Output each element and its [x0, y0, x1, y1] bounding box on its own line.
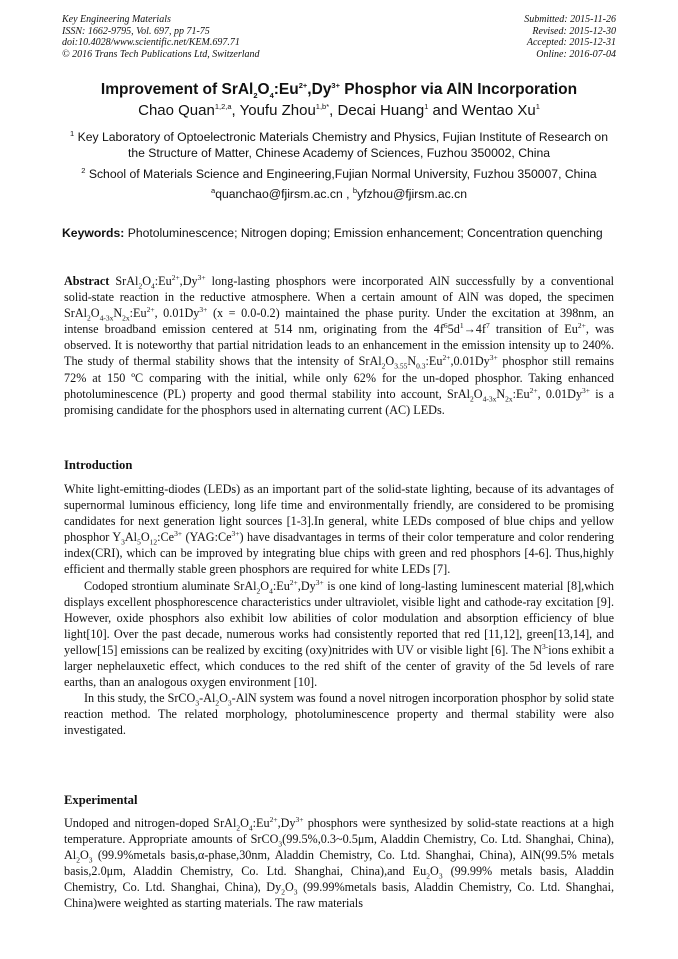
- author-name: Chao Quan: [138, 102, 215, 119]
- paper-title: Improvement of $SrAl_2O_4:Eu^{2+},Dy^{3+}$ Phosphor via AlN Incorporation: [100, 80, 578, 101]
- accepted-date: Accepted: 2015-12-31: [526, 37, 616, 48]
- affiliation-2: $^2$ School of Materials Science and Engineering,Fujian Normal University, Fuzhou 350007, China: [81, 165, 597, 181]
- author-list: Chao Quan$^{1,2,a}$, Youfu Zhou$^{1,b*}$, Decai Huang$^1$ and Wentao Xu$^1$: [138, 102, 540, 119]
- author-name: Youfu Zhou: [239, 102, 316, 119]
- experimental-body: Undoped and nitrogen-doped $SrAl_2O_4:Eu^{2+},Dy^{3+}$ phosphors were synthesized by solid-state reactions at a high temperature. Appropriate amounts of SrCO$_3$(99.5%,0.3~0.5μm, Aladdin Chemistry, Co. Ltd. Shanghai, China), $Al_2O_3$ (99.9%metals basis,α-phase,30nm, Aladdin Chemistry, Co. Ltd. Shanghai, China), AlN(99.5% metals basis,2.0μm, Aladdin Chemistry, Co. Ltd. Shanghai, China),and $Eu_2O_3$ (99.99% metals basis, Aladdin Chemistry, Co. Ltd. Shanghai, China), $Dy_2O_3$ (99.99%metals basis, Aladdin Chemistry, Co. Ltd. Shanghai, China)were weighted as starting materials. The raw materials: [64, 814, 615, 911]
- experimental-heading: Experimental: [64, 793, 138, 807]
- author-emails: $^a$quanchao@fjirsm.ac.cn , $^b$yfzhou@fjirsm.ac.cn: [211, 185, 467, 201]
- author-name: Decai Huang: [337, 102, 425, 119]
- introduction-paragraph-3: In this study, the $SrCO_3-Al_2O_3$-AlN system was found a novel nitrogen incorporation phosphor by solid state reaction method. The related morphology, photoluminescence property and thermal stability were also investigated.: [64, 691, 614, 738]
- author-name: Wentao Xu: [461, 102, 536, 119]
- introduction-paragraph-2: Codoped strontium aluminate $SrAl_2O_4:Eu^{2+},Dy^{3+}$ is one kind of long-lasting luminescent material [8],which displays excellent phosphorescence characteristics under ultraviolet, visible light and cathode-ray excitation [9]. However, oxide phosphors also exhibit low abilities of color modulation and absorption efficiency of blue light[10]. Over the past decade, numerous works had consistently reported that red [11,12], green[13,14], and yellow[15] emissions can be realized by exciting (oxy)nitrides with UV or visible light [6]. The $N^{3-}ions$ exhibit a larger nephelauxetic effect, which conduces to the red shift of the center of gravity of the 5d levels of rare earths, than an analogous oxygen environment [10].: [64, 577, 615, 690]
- introduction-body: [64, 481, 614, 739]
- submitted-date: Submitted: 2015-11-26: [524, 14, 616, 25]
- affiliation-1: $^1$ Key Laboratory of Optoelectronic Materials Chemistry and Physics, Fujian Institute of Research on the Structure of Matter, Chinese Academy of Sciences, Fuzhou 350002, China: [70, 128, 608, 160]
- issn-line: ISSN: 1662-9795, Vol. 697, pp 71-75: [62, 25, 210, 37]
- introduction-paragraph-1: White light-emitting-diodes (LEDs) as an important part of the solid-state lighting, because of its advantages of supernormal luminous efficiency, long life time and environmentally friendly, are considered to be promising candidates for next generation light sources [1-3].In general, white LEDs composed of blue chips and yellow phosphor $Y_3Al_5O_{12}:Ce^{3+}$ $(YAG:Ce^{3+})$ have disadvantages in terms of their color temperature and color rendering index(CRI), which can be improved by integrating blue chips with green and red phosphors [4-6]. Thus,highly efficient and thermally stable green phosphors are required for white LEDs [7].: [64, 482, 614, 577]
- doi-line: doi:10.4028/www.scientific.net/KEM.697.71: [62, 37, 240, 48]
- abstract: Abstract $SrAl_2O_4:Eu^{2+},Dy^{3+}$ long-lasting phosphors were incorporated AlN successfully by a conventional solid-state reaction in the reductive atmosphere. When a certain amount of AlN was doped, the specimen $SrAl_2O_{4-3x}N_{2x}:Eu^{2+}$, $0.01Dy^{3+}$ (x = 0.0-0.2) maintained the phase purity. Under the excitation at 398nm, an intense broadband emission centered at 514 nm, originating from the $4f^65d^1\to 4f^7$ transition of $Eu^{2+}$, was observed. It is noteworthy that partial nitridation leads to an enhancement in the emission intensity up to 240%. The study of thermal stability shows that the intensity of $SrAl_2O_{3.55}N_{0.3}:Eu^{2+},0.01Dy^{3+}$ phosphor still remains 72% at 150 ºC comparing with the initial, while only 62% for the un-doped phosphor. Taking enhanced photoluminescence (PL) property and good thermal stability into account, $SrAl_2O_{4-3x}N_{2x}:Eu^{2+}$, $0.01Dy^{3+}$ is a promising candidate for the phosphors used in alternating current (AC) LEDs.: [64, 272, 615, 417]
- introduction-heading: Introduction: [64, 458, 133, 472]
- abstract-label: Abstract: [64, 274, 110, 288]
- keywords-label: Keywords:: [62, 226, 125, 240]
- online-date: Online: 2016-07-04: [536, 48, 616, 60]
- email-link[interactable]: yfzhou@fjirsm.ac.cn: [357, 187, 467, 201]
- dates-header: [524, 14, 616, 60]
- revised-date: Revised: 2015-12-30: [532, 25, 616, 37]
- journal-name: Key Engineering Materials: [62, 14, 171, 25]
- email-link[interactable]: quanchao@fjirsm.ac.cn: [215, 187, 343, 201]
- keywords: Keywords: Photoluminescence; Nitrogen doping; Emission enhancement; Concentration quenching: [62, 226, 603, 240]
- copyright-line: © 2016 Trans Tech Publications Ltd, Switzerland: [62, 48, 260, 60]
- journal-header: [62, 14, 260, 60]
